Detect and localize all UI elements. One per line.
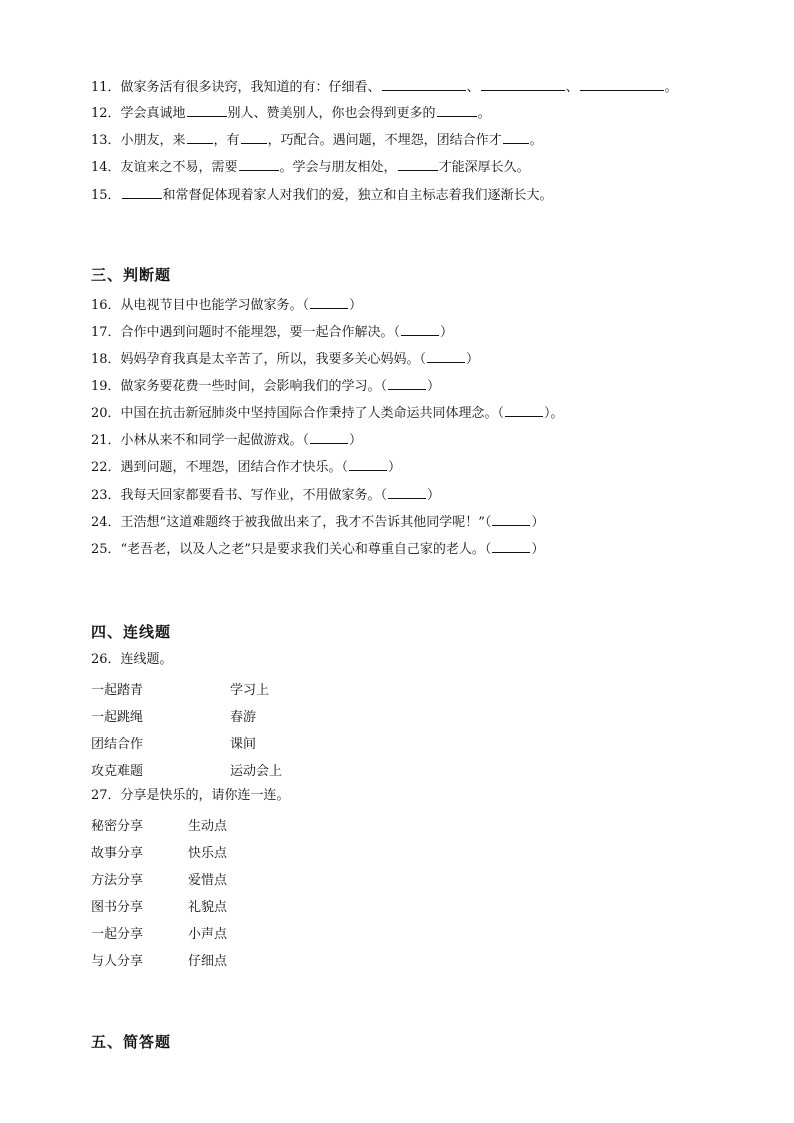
match-right-item[interactable]: 礼貌点 <box>188 900 228 915</box>
answer-blank[interactable] <box>503 131 529 144</box>
answer-blank[interactable] <box>349 458 387 471</box>
judge-item <box>91 540 544 558</box>
question-12 <box>91 104 491 122</box>
match-left-item[interactable]: 一起分享 <box>91 927 144 942</box>
match-left-item[interactable]: 团结合作 <box>91 737 144 752</box>
match-right-item[interactable]: 课间 <box>230 737 257 752</box>
match-left-item[interactable]: 与人分享 <box>91 954 144 969</box>
answer-blank[interactable] <box>382 78 466 91</box>
judge-item-text: 17．合作中遇到问题时不能埋怨，要一起合作解决。（ <box>91 325 401 340</box>
answer-blank[interactable] <box>481 78 565 91</box>
match-right-item[interactable]: 仔细点 <box>188 954 228 969</box>
answer-blank[interactable] <box>492 513 530 526</box>
closing-paren: ） <box>349 433 363 448</box>
answer-blank[interactable] <box>437 104 477 117</box>
match-left-item[interactable]: 秘密分享 <box>91 819 144 834</box>
match-right-item[interactable]: 运动会上 <box>230 764 283 779</box>
match-left-item[interactable]: 一起踏青 <box>91 683 144 698</box>
judge-item-text: 23．我每天回家都要看书、写作业，不用做家务。（ <box>91 488 388 503</box>
match-right-item[interactable]: 学习上 <box>230 683 270 698</box>
match-right-item[interactable]: 爱惜点 <box>188 873 228 888</box>
answer-blank[interactable] <box>187 131 213 144</box>
answer-blank[interactable] <box>187 104 227 117</box>
question-13 <box>91 131 543 149</box>
punctuation: 。 <box>529 133 543 148</box>
closing-paren: ） <box>427 488 441 503</box>
judge-item <box>91 350 479 368</box>
question-13-part-a: 13．小朋友，来 <box>91 133 186 148</box>
question-15-part-a: 15． <box>91 188 121 203</box>
answer-blank[interactable] <box>427 350 465 363</box>
question-12-part-b: 别人、赞美别人，你也会得到更多的 <box>227 106 436 121</box>
match-left-item[interactable]: 攻克难题 <box>91 764 144 779</box>
closing-paren: ） <box>531 542 545 557</box>
question-27-title: 27．分享是快乐的，请你连一连。 <box>91 788 290 803</box>
separator: 、 <box>565 80 579 95</box>
judge-item <box>91 404 564 422</box>
section-heading-match: 四、连线题 <box>91 623 172 641</box>
judge-item-text: 19．做家务要花费一些时间，会影响我们的学习。（ <box>91 379 388 394</box>
closing-paren: ） <box>388 460 402 475</box>
closing-paren: ） <box>349 298 363 313</box>
section-heading-short-answer: 五、简答题 <box>91 1033 172 1051</box>
question-15-part-b: 和常督促体现着家人对我们的爱，独立和自主标志着我们逐渐长大。 <box>162 188 553 203</box>
question-14-part-a: 14．友谊来之不易，需要 <box>91 160 238 175</box>
separator: 、 <box>466 80 480 95</box>
question-14-part-b: 。学会与朋友相处， <box>279 160 397 175</box>
judge-item <box>91 296 362 314</box>
match-left-item[interactable]: 图书分享 <box>91 900 144 915</box>
judge-item <box>91 486 440 504</box>
question-26-title: 26．连线题。 <box>91 652 173 667</box>
judge-item-text: 22．遇到问题，不埋怨，团结合作才快乐。（ <box>91 460 349 475</box>
question-14-part-c: 才能深厚长久。 <box>438 160 530 175</box>
answer-blank[interactable] <box>388 377 426 390</box>
question-14 <box>91 158 530 176</box>
question-15 <box>91 186 553 204</box>
closing-paren: ） <box>466 352 480 367</box>
punctuation: 。 <box>664 80 678 95</box>
closing-paren: ） <box>440 325 454 340</box>
answer-blank[interactable] <box>580 78 664 91</box>
answer-blank[interactable] <box>122 186 162 199</box>
punctuation: 。 <box>477 106 491 121</box>
match-right-item[interactable]: 快乐点 <box>188 846 228 861</box>
match-left-item[interactable]: 方法分享 <box>91 873 144 888</box>
answer-blank[interactable] <box>241 131 267 144</box>
question-13-part-b: ，有 <box>213 133 240 148</box>
match-right-item[interactable]: 春游 <box>230 710 257 725</box>
match-left-item[interactable]: 故事分享 <box>91 846 144 861</box>
judge-item-text: 20．中国在抗击新冠肺炎中坚持国际合作秉持了人类命运共同体理念。（ <box>91 406 505 421</box>
closing-paren: ）。 <box>544 406 564 421</box>
closing-paren: ） <box>427 379 441 394</box>
match-right-item[interactable]: 生动点 <box>188 819 228 834</box>
judge-item-text: 25．“老吾老，以及人之老”只是要求我们关心和尊重自己家的老人。（ <box>91 542 492 557</box>
closing-paren: ） <box>531 515 545 530</box>
judge-item <box>91 513 544 531</box>
match-left-item[interactable]: 一起跳绳 <box>91 710 144 725</box>
judge-item <box>91 431 362 449</box>
match-right-item[interactable]: 小声点 <box>188 927 228 942</box>
judge-item <box>91 458 401 476</box>
answer-blank[interactable] <box>505 404 543 417</box>
judge-item-text: 24．王浩想“这道难题终于被我做出来了，我才不告诉其他同学呢！”（ <box>91 515 492 530</box>
answer-blank[interactable] <box>310 296 348 309</box>
judge-item-text: 18．妈妈孕育我真是太辛苦了，所以，我要多关心妈妈。（ <box>91 352 427 367</box>
answer-blank[interactable] <box>310 431 348 444</box>
section-heading-judge: 三、判断题 <box>91 266 172 284</box>
answer-blank[interactable] <box>492 540 530 553</box>
judge-item <box>91 323 453 341</box>
answer-blank[interactable] <box>398 158 438 171</box>
judge-item-text: 21．小林从来不和同学一起做游戏。（ <box>91 433 310 448</box>
question-12-part-a: 12．学会真诚地 <box>91 106 186 121</box>
question-11-text: 11．做家务活有很多诀窍，我知道的有：仔细看、 <box>91 80 381 95</box>
judge-item-text: 16．从电视节目中也能学习做家务。（ <box>91 298 310 313</box>
question-11 <box>91 78 678 96</box>
answer-blank[interactable] <box>401 323 439 336</box>
judge-item <box>91 377 440 395</box>
answer-blank[interactable] <box>239 158 279 171</box>
answer-blank[interactable] <box>388 486 426 499</box>
question-13-part-c: ，巧配合。遇问题，不埋怨，团结合作才 <box>267 133 502 148</box>
